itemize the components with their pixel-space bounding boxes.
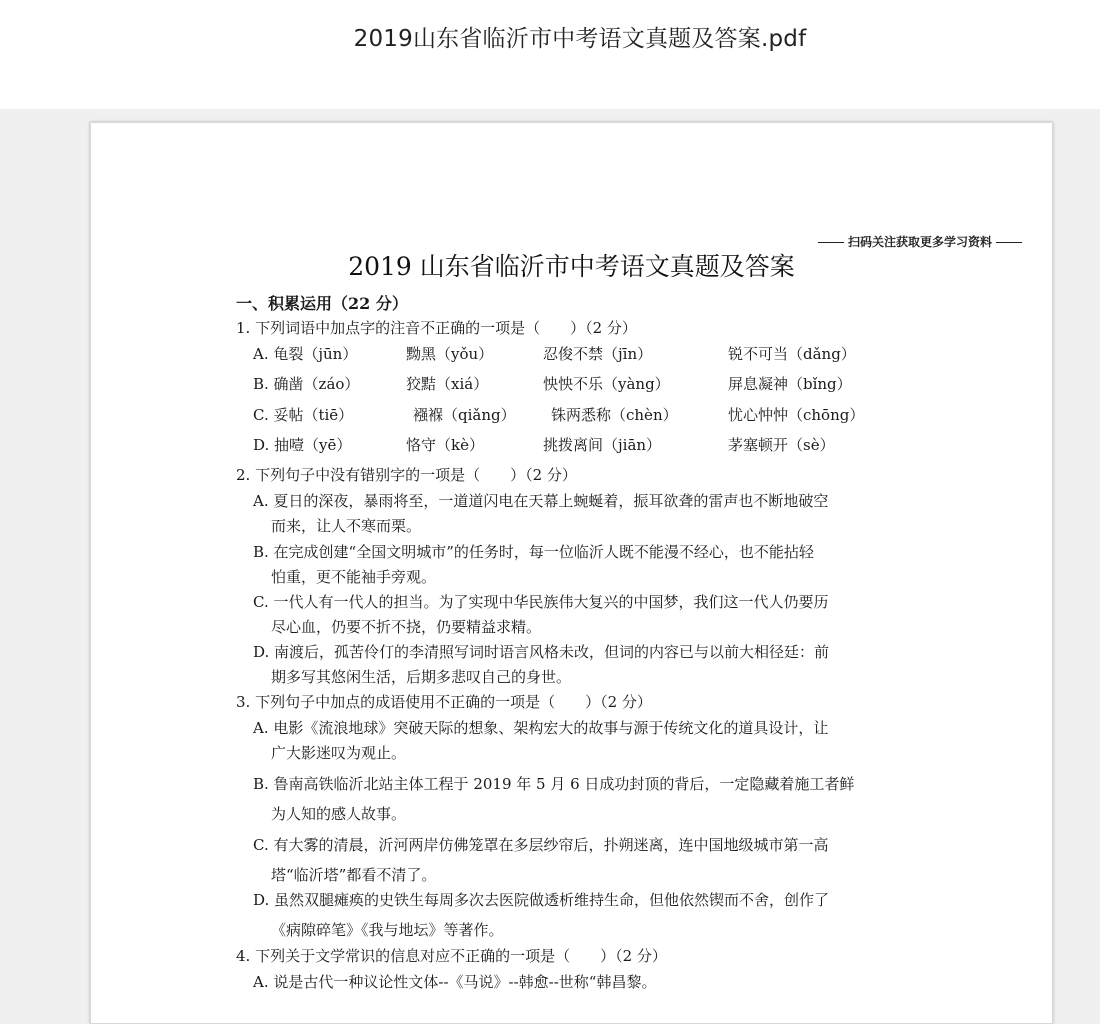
pdf-page	[90, 122, 1053, 1024]
q2-option-b-line2: 怕重，更不能袖手旁观。	[271, 568, 437, 586]
section-heading: 一、积累运用（22 分）	[236, 294, 408, 313]
q1-option-c-4: 忧心忡忡（chōng）	[728, 406, 865, 424]
q2-option-c-line1: C. 一代人有一代人的担当。为了实现中华民族伟大复兴的中国梦，我们这一代人仍要历	[253, 593, 829, 611]
q2-option-a-line2: 而来，让人不寒而栗。	[271, 517, 422, 535]
q3-option-c-line1: C. 有大雾的清晨，沂河两岸仿佛笼罩在多层纱帘后，扑朔迷离，连中国地级城市第一高	[253, 836, 829, 854]
question-1-stem: 1. 下列词语中加点字的注音不正确的一项是（ ）（2 分）	[236, 319, 637, 337]
q1-option-c-1: C. 妥帖（tiē）	[253, 406, 354, 424]
q1-option-a-3: 忍俊不禁（jīn）	[543, 345, 653, 363]
q1-option-a-1: A. 龟裂（jūn）	[253, 345, 358, 363]
q1-option-d-1: D. 抽噎（yē）	[253, 436, 352, 454]
q1-option-d-3: 挑拨离间（jiān）	[543, 436, 662, 454]
q2-option-c-line2: 尽心血，仍要不折不挠，仍要精益求精。	[271, 618, 542, 636]
question-4-stem: 4. 下列关于文学常识的信息对应不正确的一项是（ ）（2 分）	[236, 947, 667, 965]
q3-option-c-line2: 塔“临沂塔”都看不清了。	[271, 866, 437, 884]
q2-option-b-line1: B. 在完成创建“全国文明城市”的任务时，每一位临沂人既不能漫不经心，也不能拈轻	[253, 543, 814, 561]
qr-note: 扫码关注获取更多学习资料	[814, 233, 1026, 250]
document-filename: 2019山东省临沂市中考语文真题及答案.pdf	[353, 26, 807, 52]
q3-option-d-line2: 《病隙碎笔》《我与地坛》等著作。	[271, 921, 504, 939]
q1-option-a-4: 锐不可当（dǎng）	[728, 345, 856, 363]
q1-option-b-4: 屏息凝神（bǐng）	[728, 375, 852, 393]
q2-option-d-line1: D. 南渡后，孤苦伶仃的李清照写词时语言风格未改，但词的内容已与以前大相径廷：前	[253, 643, 830, 661]
q3-option-b-line2: 为人知的感人故事。	[271, 805, 407, 823]
q1-option-d-4: 茅塞顿开（sè）	[728, 436, 835, 454]
q3-option-a-line1: A. 电影《流浪地球》突破天际的想象、架构宏大的故事与源于传统文化的道具设计，让	[253, 719, 829, 737]
q1-option-b-1: B. 确凿（záo）	[253, 375, 360, 393]
q1-option-d-2: 恪守（kè）	[406, 436, 484, 454]
q1-option-a-2: 黝黑（yǒu）	[406, 345, 494, 363]
q1-option-c-3: 铢两悉称（chèn）	[551, 406, 678, 424]
question-3-stem: 3. 下列句子中加点的成语使用不正确的一项是（ ）（2 分）	[236, 693, 652, 711]
question-2-stem: 2. 下列句子中没有错别字的一项是（ ）（2 分）	[236, 466, 577, 484]
q4-option-a: A. 说是古代一种议论性文体--《马说》--韩愈--世称“韩昌黎。	[253, 973, 657, 991]
paper-title: 2019 山东省临沂市中考语文真题及答案	[348, 252, 795, 281]
q1-option-b-3: 怏怏不乐（yàng）	[543, 375, 670, 393]
q2-option-a-line1: A. 夏日的深夜，暴雨将至，一道道闪电在天幕上蜿蜒着，振耳欲聋的雷声也不断地破空	[253, 492, 829, 510]
q3-option-b-line1: B. 鲁南高铁临沂北站主体工程于 2019 年 5 月 6 日成功封顶的背后，一定隐藏着施工者鲜	[253, 775, 855, 793]
q3-option-d-line1: D. 虽然双腿瘫痪的史铁生每周多次去医院做透析维持生命，但他依然锲而不舍，创作了	[253, 891, 830, 909]
q3-option-a-line2: 广大影迷叹为观止。	[271, 744, 407, 762]
q2-option-d-line2: 期多写其悠闲生活，后期多悲叹自己的身世。	[271, 668, 572, 686]
q1-option-c-2: 襁褓（qiǎng）	[413, 406, 516, 424]
q1-option-b-2: 狡黠（xiá）	[406, 375, 489, 393]
viewer-header	[0, 0, 1100, 109]
